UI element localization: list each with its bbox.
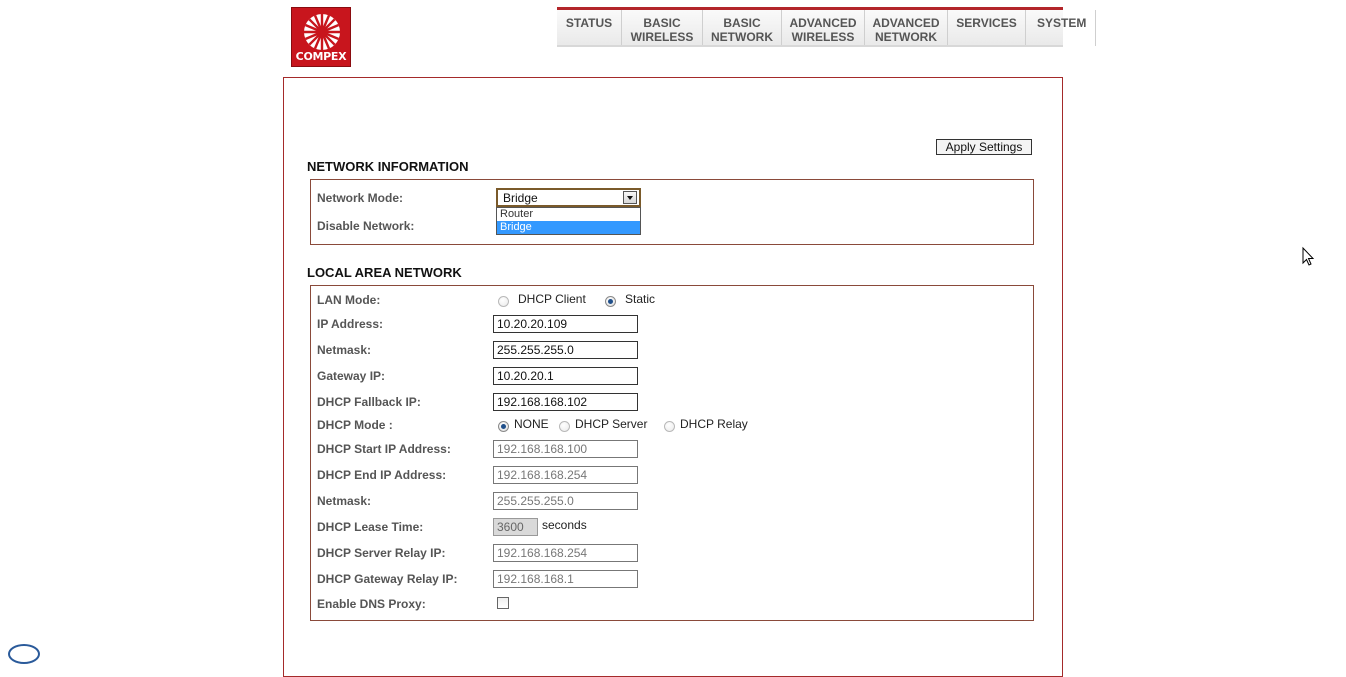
nav-label: WIRELESS xyxy=(630,30,694,44)
static-radio[interactable] xyxy=(605,296,616,307)
network-mode-dropdown xyxy=(496,207,641,235)
dhcp-netmask-input[interactable] xyxy=(493,492,638,510)
dhcp-fallback-ip-label: DHCP Fallback IP: xyxy=(317,395,421,409)
dhcp-end-ip-label: DHCP End IP Address: xyxy=(317,468,447,482)
network-mode-value: Bridge xyxy=(503,191,538,205)
nav-services[interactable] xyxy=(948,10,1026,46)
network-mode-label: Network Mode: xyxy=(317,191,404,205)
nav-basic-wireless[interactable] xyxy=(622,10,703,46)
nav-advanced-wireless[interactable] xyxy=(782,10,865,46)
nav-label: NETWORK xyxy=(711,30,773,44)
dhcp-mode-server-radio[interactable] xyxy=(559,421,570,432)
network-information-title: NETWORK INFORMATION xyxy=(307,159,469,174)
nav-label: ADVANCED xyxy=(789,16,857,30)
nav-label: BASIC xyxy=(723,16,761,30)
mouse-cursor-icon xyxy=(1302,247,1315,267)
dhcp-start-ip-input[interactable] xyxy=(493,440,638,458)
nav-basic-network[interactable] xyxy=(703,10,782,46)
taskbar-circle-icon xyxy=(8,644,40,664)
lease-time-unit: seconds xyxy=(542,518,587,532)
nav-label: SYSTEM xyxy=(1037,16,1087,30)
option-bridge[interactable]: Bridge xyxy=(497,221,640,234)
gateway-ip-label: Gateway IP: xyxy=(317,369,386,383)
dhcp-end-ip-input[interactable] xyxy=(493,466,638,484)
netmask-label: Netmask: xyxy=(317,343,372,357)
compex-logo xyxy=(291,7,351,67)
nav-advanced-network[interactable] xyxy=(865,10,948,46)
nav-status[interactable] xyxy=(557,10,622,46)
dhcp-server-relay-ip-label: DHCP Server Relay IP: xyxy=(317,546,446,560)
option-router[interactable]: Router xyxy=(500,208,534,220)
nav-label: STATUS xyxy=(565,16,613,30)
apply-settings-button[interactable]: Apply Settings xyxy=(936,139,1032,155)
dhcp-lease-time-label: DHCP Lease Time: xyxy=(317,520,424,534)
enable-dns-proxy-label: Enable DNS Proxy: xyxy=(317,597,426,611)
lan-mode-label: LAN Mode: xyxy=(317,293,381,307)
nav-system[interactable] xyxy=(1026,10,1096,46)
dhcp-netmask-label: Netmask: xyxy=(317,494,372,508)
network-mode-select[interactable] xyxy=(496,188,641,207)
ip-address-label: IP Address: xyxy=(317,317,384,331)
chevron-down-icon[interactable] xyxy=(623,191,637,204)
nav-label: ADVANCED xyxy=(872,16,940,30)
dhcp-mode-label: DHCP Mode : xyxy=(317,418,393,432)
dhcp-fallback-ip-input[interactable] xyxy=(493,393,638,411)
dhcp-gateway-relay-ip-input[interactable] xyxy=(493,570,638,588)
disable-network-label: Disable Network: xyxy=(317,219,415,233)
dhcp-mode-relay-label: DHCP Relay xyxy=(680,417,748,431)
local-area-network-title: LOCAL AREA NETWORK xyxy=(307,265,462,280)
nav-label: SERVICES xyxy=(956,16,1017,30)
dhcp-mode-none-radio[interactable] xyxy=(498,421,509,432)
dhcp-mode-server-label: DHCP Server xyxy=(575,417,648,431)
static-label: Static xyxy=(625,292,656,306)
gateway-ip-input[interactable] xyxy=(493,367,638,385)
nav-label: BASIC xyxy=(643,16,681,30)
dhcp-mode-relay-radio[interactable] xyxy=(664,421,675,432)
nav-label: WIRELESS xyxy=(791,30,855,44)
dhcp-client-radio[interactable] xyxy=(498,296,509,307)
top-nav xyxy=(557,7,1087,46)
dhcp-gateway-relay-ip-label: DHCP Gateway Relay IP: xyxy=(317,572,458,586)
dhcp-start-ip-label: DHCP Start IP Address: xyxy=(317,442,451,456)
ip-address-input[interactable] xyxy=(493,315,638,333)
enable-dns-proxy-checkbox[interactable] xyxy=(497,597,509,609)
netmask-input[interactable] xyxy=(493,341,638,359)
network-information-box xyxy=(310,179,1034,245)
nav-label: NETWORK xyxy=(875,30,937,44)
dhcp-server-relay-ip-input[interactable] xyxy=(493,544,638,562)
logo-emblem-icon xyxy=(301,11,343,53)
dhcp-mode-none-label: NONE xyxy=(514,417,549,431)
nav-divider xyxy=(557,45,1063,47)
dhcp-lease-time-input[interactable] xyxy=(493,518,538,536)
dhcp-client-label: DHCP Client xyxy=(518,292,586,306)
logo-text: COMPEX xyxy=(295,50,347,63)
